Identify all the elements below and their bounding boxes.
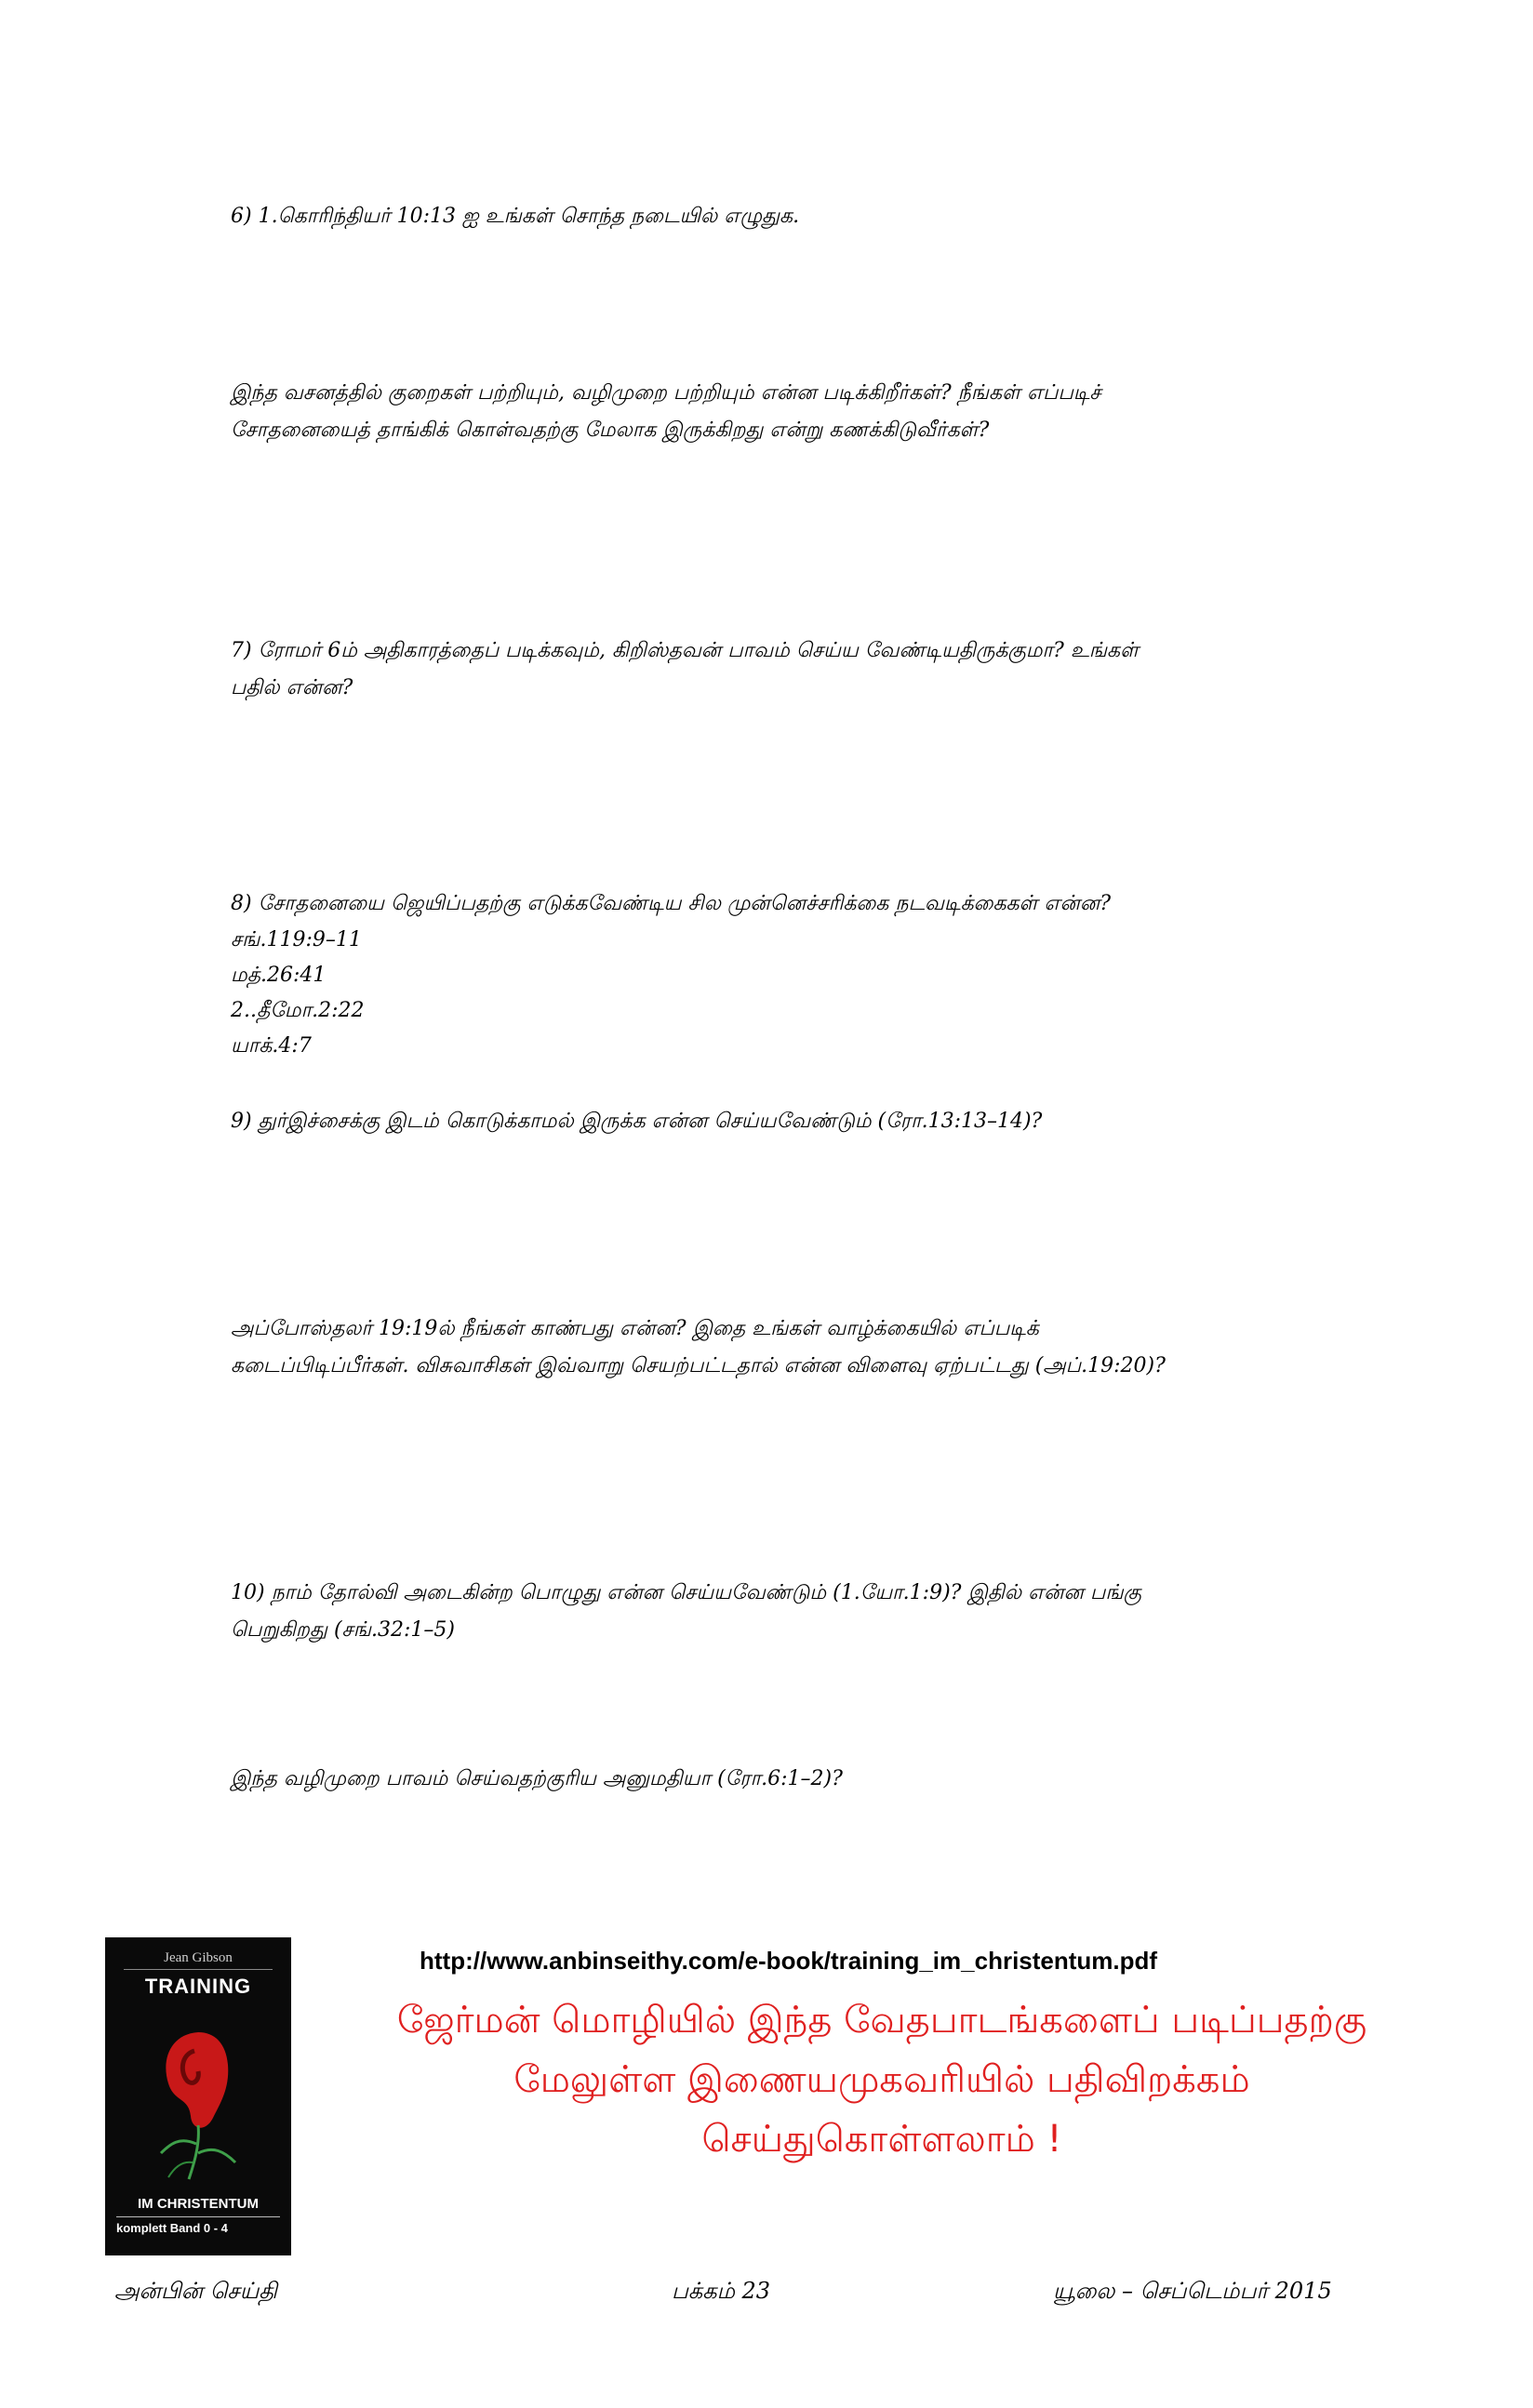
question-6-followup <box>231 375 1367 449</box>
question-7-line2: பதில் என்ன? <box>231 676 353 699</box>
book-title-bottom: IM CHRISTENTUM <box>138 2196 259 2212</box>
promo-text <box>296 1990 1468 2169</box>
ear-plant-illustration <box>133 2014 263 2181</box>
footer-page-number: பக்கம் 23 <box>672 2278 771 2304</box>
question-7-line1: 7) ரோமர் 6ம் அதிகாரத்தைப் படிக்கவும், கிறிஸ்தவன் பாவம் செய்ய வேண்டியதிருக்குமா? உங்கள் <box>231 639 1139 662</box>
question-9-text: 9) துர்இச்சைக்கு இடம் கொடுக்காமல் இருக்க என்ன செய்யவேண்டும் (ரோ.13:13–14)? <box>231 1110 1043 1133</box>
scripture-reference: யாக்.4:7 <box>231 1034 312 1058</box>
question-8-text: 8) சோதனையை ஜெயிப்பதற்கு எடுக்கவேண்டிய சில முன்னெச்சரிக்கை நடவடிக்கைகள் என்ன? <box>231 892 1112 915</box>
question-9 <box>231 1103 1367 1140</box>
promo-line3: செய்துகொள்ளலாம் ! <box>701 2118 1062 2161</box>
footer-issue-date: யூலை – செப்டெம்பர் 2015 <box>1053 2278 1332 2304</box>
question-10 <box>231 1575 1367 1649</box>
question-10-line2: பெறுகிறது (சங்.32:1–5) <box>231 1618 455 1642</box>
question-10-followup-text: இந்த வழிமுறை பாவம் செய்வதற்குரிய அனுமதியா (ரோ.6:1–2)? <box>231 1767 843 1790</box>
book-title-top: TRAINING <box>144 1975 252 1998</box>
cover-divider <box>124 1969 273 1970</box>
promo-line2: மேலுள்ள இணையமுகவரியில் பதிவிறக்கம் <box>513 2058 1250 2101</box>
question-10-followup <box>231 1761 1367 1798</box>
scripture-reference: சங்.119:9–11 <box>231 928 362 951</box>
question-9-followup-line2: கடைப்பிடிப்பீர்கள். விசுவாசிகள் இவ்வாறு செயற்பட்டதால் என்ன விளைவு ஏற்பட்டது (அப்.19:20)? <box>231 1354 1166 1377</box>
scripture-reference: 2..தீமோ.2:22 <box>231 999 365 1022</box>
cover-divider <box>116 2216 280 2217</box>
question-9-followup <box>231 1310 1367 1385</box>
book-cover-image <box>105 1937 291 2255</box>
book-subtitle: komplett Band 0 - 4 <box>116 2221 228 2235</box>
question-6 <box>231 198 1367 235</box>
footer-publication-name: அன்பின் செய்தி <box>114 2278 277 2304</box>
question-6-text: 6) 1.கொரிந்தியர் 10:13 ஐ உங்கள் சொந்த நடையில் எழுதுக. <box>231 205 800 228</box>
promo-line1: ஜேர்மன் மொழியில் இந்த வேதபாடங்களைப் படிப்பதற்கு <box>396 1999 1367 2042</box>
question-8 <box>231 885 1367 923</box>
question-6-followup-line1: இந்த வசனத்தில் குறைகள் பற்றியும், வழிமுறை பற்றியும் என்ன படிக்கிறீர்கள்? நீங்கள் எப்படிச் <box>231 381 1101 405</box>
question-6-followup-line2: சோதனையைத் தாங்கிக் கொள்வதற்கு மேலாக இருக்கிறது என்று கணக்கிடுவீர்கள்? <box>231 419 990 442</box>
book-author: Jean Gibson <box>164 1950 233 1965</box>
scripture-reference: மத்.26:41 <box>231 964 327 987</box>
question-7 <box>231 632 1367 707</box>
question-9-followup-line1: அப்போஸ்தலர் 19:19ல் நீங்கள் காண்பது என்ன? இதை உங்கள் வாழ்க்கையில் எப்படிக் <box>231 1317 1039 1340</box>
download-url-link[interactable]: http://www.anbinseithy.com/e-book/training_im_christentum.pdf <box>420 1947 1158 1975</box>
question-10-line1: 10) நாம் தோல்வி அடைகின்ற பொழுது என்ன செய்யவேண்டும் (1.யோ.1:9)? இதில் என்ன பங்கு <box>231 1581 1142 1604</box>
